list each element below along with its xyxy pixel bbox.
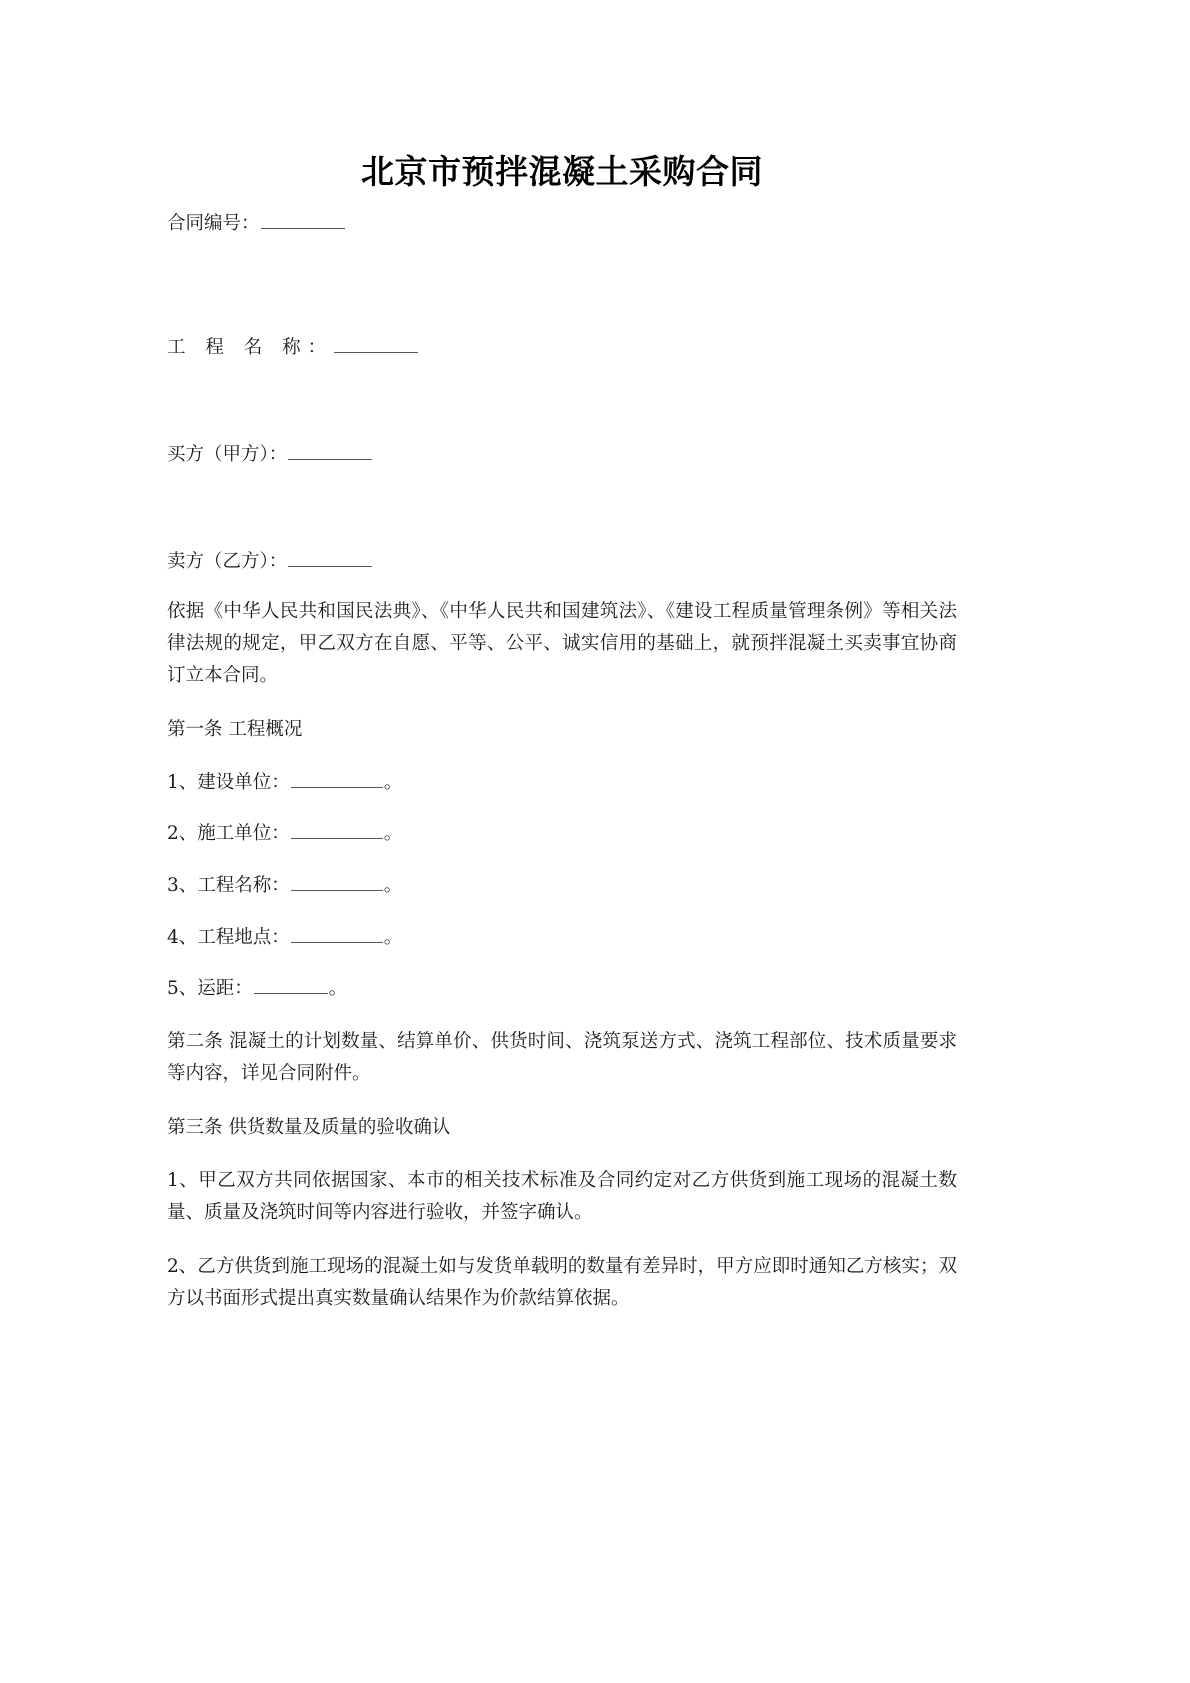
section-3-paragraph-2: 2、乙方供货到施工现场的混凝土如与发货单载明的数量有差异时，甲方应即时通知乙方核实；双方以书面形式提出真实数量确认结果作为价款结算依据。	[167, 1255, 957, 1309]
project-name-label: 工 程 名 称：	[167, 337, 334, 359]
preamble-paragraph: 依据《中华人民共和国民法典》、《中华人民共和国建筑法》、《建设工程质量管理条例》等相关法律法规的规定，甲乙双方在自愿、平等、公平、诚实信用的基础上，就预拌混凝土买卖事宜协商订立本合同。	[167, 601, 957, 686]
section-3-paragraph-1: 1、甲乙双方共同依据国家、本市的相关技术标准及合同约定对乙方供货到施工现场的混凝土数量、质量及浇筑时间等内容进行验收，并签字确认。	[167, 1170, 957, 1224]
item-label: 5、运距：	[167, 978, 253, 1000]
project-name-blank[interactable]	[334, 335, 418, 354]
item-terminator: 。	[383, 874, 403, 896]
page-title: 北京市预拌混凝土采购合同	[361, 152, 763, 191]
item-blank[interactable]	[254, 976, 328, 995]
spacer	[167, 1143, 957, 1165]
contract-number-field	[167, 210, 957, 239]
section-heading-3: 第三条 供货数量及质量的验收确认	[167, 1116, 451, 1138]
item-blank[interactable]	[291, 872, 383, 891]
spacer	[167, 238, 957, 334]
seller-field	[167, 548, 957, 577]
item-blank[interactable]	[291, 821, 383, 840]
buyer-label: 买方（甲方）：	[167, 443, 288, 465]
section-heading-1: 第一条 工程概况	[167, 718, 303, 740]
spacer	[167, 363, 957, 441]
spacer	[167, 901, 957, 924]
spacer	[167, 849, 957, 872]
spacer	[167, 1090, 957, 1112]
project-name-field	[167, 334, 957, 363]
item-terminator: 。	[383, 771, 403, 793]
item-label: 2、施工单位：	[167, 823, 290, 845]
item-blank[interactable]	[291, 924, 383, 943]
contract-number-blank[interactable]	[261, 210, 345, 229]
buyer-field	[167, 441, 957, 470]
item-terminator: 。	[328, 978, 348, 1000]
seller-blank[interactable]	[288, 548, 372, 567]
list-item	[167, 924, 957, 953]
list-item	[167, 872, 957, 901]
document-body	[167, 0, 957, 1315]
list-item	[167, 975, 957, 1004]
list-item	[167, 820, 957, 849]
item-label: 4、工程地点：	[167, 926, 290, 948]
spacer	[167, 952, 957, 975]
seller-label: 卖方（乙方）：	[167, 550, 288, 572]
item-terminator: 。	[383, 823, 403, 845]
item-blank[interactable]	[291, 769, 383, 788]
spacer	[167, 192, 957, 210]
buyer-blank[interactable]	[288, 441, 372, 460]
spacer	[167, 746, 957, 769]
item-label: 1、建设单位：	[167, 771, 290, 793]
section-heading-2: 第二条 混凝土的计划数量、结算单价、供货时间、浇筑泵送方式、浇筑工程部位、技术质量要求等内容，详见合同附件。	[167, 1030, 957, 1084]
spacer	[167, 576, 957, 596]
spacer	[167, 1229, 957, 1251]
contract-number-label: 合同编号：	[167, 212, 260, 234]
spacer	[167, 1004, 957, 1026]
item-label: 3、工程名称：	[167, 874, 290, 896]
spacer	[167, 470, 957, 548]
item-terminator: 。	[383, 926, 403, 948]
spacer	[167, 692, 957, 714]
list-item	[167, 769, 957, 798]
spacer	[167, 797, 957, 820]
